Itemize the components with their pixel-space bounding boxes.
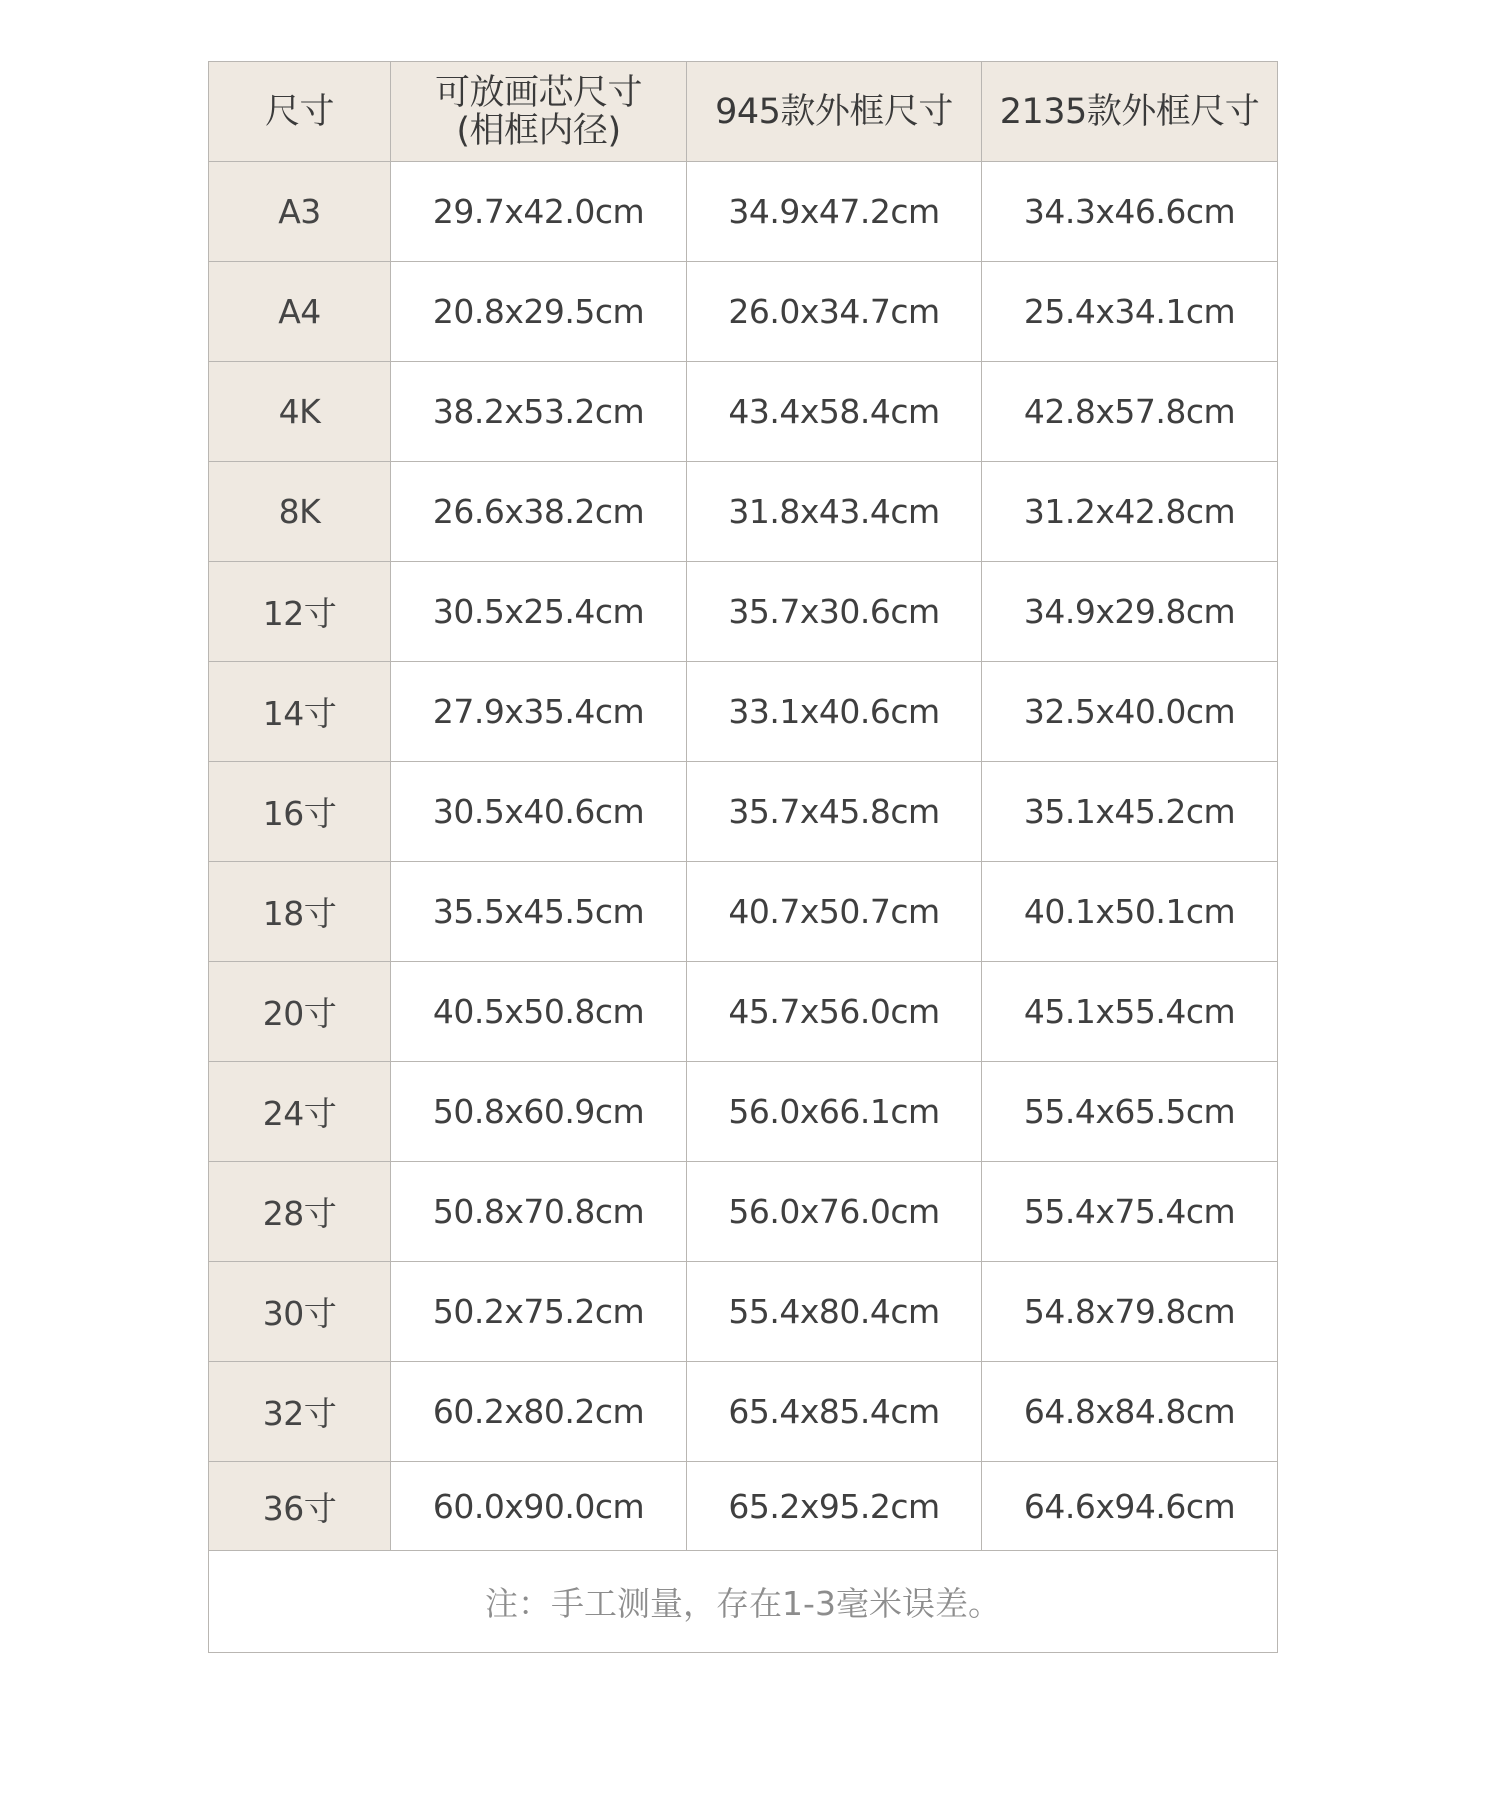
- table-row: [209, 462, 1278, 562]
- header-inner-size-line1: 可放画芯尺寸: [434, 72, 642, 113]
- cell-size: 8K: [209, 462, 391, 562]
- cell-frame-945: 35.7x30.6cm: [687, 562, 982, 662]
- table-row: [209, 362, 1278, 462]
- cell-inner-size: 30.5x40.6cm: [391, 762, 687, 862]
- cell-frame-2135: 34.9x29.8cm: [982, 562, 1278, 662]
- cell-frame-2135: 55.4x65.5cm: [982, 1062, 1278, 1162]
- header-size: 尺寸: [209, 62, 391, 162]
- cell-inner-size: 20.8x29.5cm: [391, 262, 687, 362]
- cell-frame-945: 33.1x40.6cm: [687, 662, 982, 762]
- cell-size: 18寸: [209, 862, 391, 962]
- cell-frame-2135: 32.5x40.0cm: [982, 662, 1278, 762]
- cell-size: 28寸: [209, 1162, 391, 1262]
- cell-frame-945: 34.9x47.2cm: [687, 162, 982, 262]
- cell-inner-size: 60.2x80.2cm: [391, 1362, 687, 1462]
- table-row: [209, 1062, 1278, 1162]
- cell-inner-size: 50.8x60.9cm: [391, 1062, 687, 1162]
- cell-frame-945: 31.8x43.4cm: [687, 462, 982, 562]
- cell-frame-945: 55.4x80.4cm: [687, 1262, 982, 1362]
- cell-inner-size: 30.5x25.4cm: [391, 562, 687, 662]
- cell-frame-2135: 64.6x94.6cm: [982, 1462, 1278, 1551]
- cell-size: 36寸: [209, 1462, 391, 1551]
- cell-inner-size: 50.8x70.8cm: [391, 1162, 687, 1262]
- cell-frame-945: 35.7x45.8cm: [687, 762, 982, 862]
- cell-frame-945: 65.4x85.4cm: [687, 1362, 982, 1462]
- frame-size-table: [208, 61, 1278, 1653]
- table-row: [209, 562, 1278, 662]
- cell-inner-size: 27.9x35.4cm: [391, 662, 687, 762]
- table-row: [209, 962, 1278, 1062]
- table-header-row: [209, 62, 1278, 162]
- table-row: [209, 1462, 1278, 1551]
- table-row: [209, 1262, 1278, 1362]
- cell-frame-2135: 31.2x42.8cm: [982, 462, 1278, 562]
- cell-inner-size: 29.7x42.0cm: [391, 162, 687, 262]
- cell-frame-945: 56.0x76.0cm: [687, 1162, 982, 1262]
- cell-frame-2135: 35.1x45.2cm: [982, 762, 1278, 862]
- cell-inner-size: 60.0x90.0cm: [391, 1462, 687, 1551]
- cell-size: 4K: [209, 362, 391, 462]
- cell-inner-size: 35.5x45.5cm: [391, 862, 687, 962]
- header-frame-945: 945款外框尺寸: [687, 62, 982, 162]
- cell-frame-2135: 45.1x55.4cm: [982, 962, 1278, 1062]
- cell-size: 16寸: [209, 762, 391, 862]
- table-row: [209, 162, 1278, 262]
- table-body: [209, 162, 1278, 1551]
- cell-size: 12寸: [209, 562, 391, 662]
- cell-inner-size: 26.6x38.2cm: [391, 462, 687, 562]
- header-inner-size: [391, 62, 687, 162]
- cell-frame-945: 43.4x58.4cm: [687, 362, 982, 462]
- cell-inner-size: 38.2x53.2cm: [391, 362, 687, 462]
- table-row: [209, 262, 1278, 362]
- cell-frame-945: 56.0x66.1cm: [687, 1062, 982, 1162]
- table-row: [209, 762, 1278, 862]
- header-inner-size-line2: (相框内径): [456, 110, 621, 151]
- cell-frame-2135: 40.1x50.1cm: [982, 862, 1278, 962]
- cell-frame-2135: 54.8x79.8cm: [982, 1262, 1278, 1362]
- cell-frame-945: 40.7x50.7cm: [687, 862, 982, 962]
- cell-frame-945: 65.2x95.2cm: [687, 1462, 982, 1551]
- table-row: [209, 1162, 1278, 1262]
- cell-size: A4: [209, 262, 391, 362]
- cell-frame-2135: 55.4x75.4cm: [982, 1162, 1278, 1262]
- cell-frame-945: 26.0x34.7cm: [687, 262, 982, 362]
- table-row: [209, 662, 1278, 762]
- table-row: [209, 1362, 1278, 1462]
- cell-inner-size: 40.5x50.8cm: [391, 962, 687, 1062]
- cell-size: A3: [209, 162, 391, 262]
- cell-size: 20寸: [209, 962, 391, 1062]
- cell-frame-2135: 64.8x84.8cm: [982, 1362, 1278, 1462]
- cell-size: 24寸: [209, 1062, 391, 1162]
- cell-size: 30寸: [209, 1262, 391, 1362]
- cell-size: 32寸: [209, 1362, 391, 1462]
- cell-frame-2135: 34.3x46.6cm: [982, 162, 1278, 262]
- table-row: [209, 862, 1278, 962]
- cell-inner-size: 50.2x75.2cm: [391, 1262, 687, 1362]
- cell-frame-945: 45.7x56.0cm: [687, 962, 982, 1062]
- measurement-note: 注：手工测量，存在1-3毫米误差。: [209, 1551, 1278, 1653]
- note-row: [209, 1551, 1278, 1653]
- cell-size: 14寸: [209, 662, 391, 762]
- cell-frame-2135: 42.8x57.8cm: [982, 362, 1278, 462]
- header-frame-2135: 2135款外框尺寸: [982, 62, 1278, 162]
- cell-frame-2135: 25.4x34.1cm: [982, 262, 1278, 362]
